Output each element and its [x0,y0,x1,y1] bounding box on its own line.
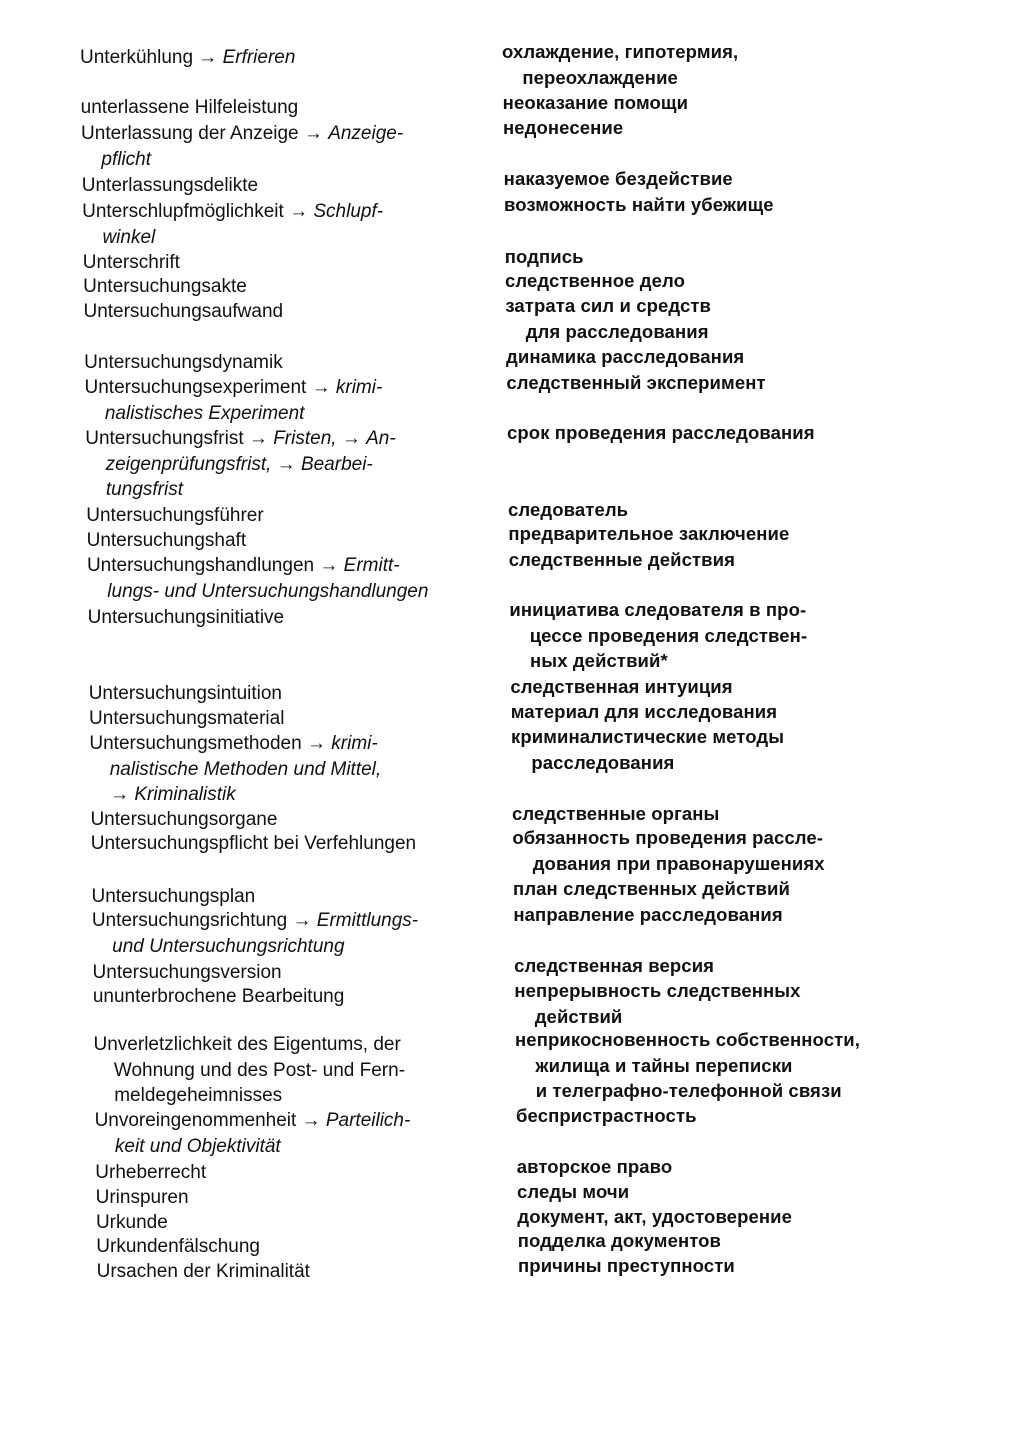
cross-reference: Ermitt- [343,555,400,576]
headword-text: Unterlassungsdelikte [81,175,259,196]
german-headword [83,275,247,299]
russian-translation: следственная интуиция [510,676,733,697]
russian-translation: инициатива следователя в про- [509,599,807,620]
russian-translation: авторское право [516,1156,673,1177]
headword-text: Untersuchungsinitiative [87,607,285,628]
german-headword [84,351,283,375]
russian-translation: материал для исследования [510,701,778,722]
german-headword [85,376,383,400]
german-headword-continuation [112,935,344,959]
russian-translation: наказуемое бездействие [503,168,733,189]
german-headword [85,427,395,451]
cross-reference: Kriminalistik [134,784,236,805]
german-headword [95,1109,411,1133]
german-headword-continuation [110,783,236,807]
headword-text: unterlassene Hilfeleistung [80,97,299,118]
headword-text: Untersuchungsführer [86,505,264,526]
cross-reference-arrow-icon: → [341,428,361,449]
german-headword-continuation [106,478,183,502]
headword-text: Untersuchungsaufwand [83,301,284,322]
russian-translation: неприкосновенность собственности, [515,1029,860,1050]
cross-reference: Anzeige- [328,123,404,144]
headword-text: Untersuchungsintuition [88,683,282,704]
cross-reference: Ermittlungs- [316,910,419,931]
headword-text: meldegeheimnisses [114,1085,283,1106]
russian-translation: документ, акт, удостоверение [517,1206,792,1227]
headword-text: Untersuchungsmaterial [89,708,285,729]
german-headword [96,1186,189,1210]
russian-translation: причины преступности [518,1255,735,1276]
cross-reference: winkel [102,226,156,248]
german-headword [86,504,263,528]
russian-translation: динамика расследования [506,346,745,367]
russian-translation: следственный эксперимент [506,372,766,393]
german-headword [97,1260,310,1284]
russian-translation: следственное дело [505,270,685,291]
russian-translation: обязанность проведения рассле- [512,827,823,848]
german-headword [96,1211,168,1235]
german-headword [91,832,416,856]
russian-translation: предварительное заключение [508,523,790,544]
cross-reference-arrow-icon: → [198,47,218,68]
headword-text: Unterlassung der Anzeige [81,123,304,144]
russian-translation: следственные действия [508,549,736,570]
german-headword [89,707,284,731]
russian-translation: подпись [504,246,584,267]
german-headword-continuation [107,580,428,604]
german-headword [89,732,377,756]
headword-text: Untersuchungshandlungen [86,555,320,576]
german-headword [87,554,400,578]
russian-translation: охлаждение, гипотермия, [502,41,739,62]
russian-translation-continuation: цессе проведения следствен- [529,624,808,646]
headword-text: Untersuchungsorgane [90,809,278,830]
headword-text: Untersuchungsfrist [85,428,249,449]
russian-translation: срок проведения расследования [507,422,815,443]
headword-text: Unterkühlung [80,47,199,68]
russian-translation: непрерывность следственных [514,980,801,1001]
german-headword [90,808,277,832]
russian-translation: план следственных действий [513,878,790,899]
cross-reference-arrow-icon: → [319,555,339,576]
russian-translation: криминалистические методы [511,726,785,747]
german-headword [95,1161,206,1185]
german-headword [81,96,299,120]
cross-reference-arrow-icon: → [248,428,268,449]
german-headword [87,529,247,553]
german-headword [83,251,180,275]
cross-reference-arrow-icon: → [303,123,323,144]
russian-translation: следственные органы [512,803,720,824]
russian-translation: направление расследования [513,904,783,925]
russian-translation: возможность найти убежище [504,194,774,215]
cross-reference: nalistisches Experiment [104,402,305,424]
headword-text: Untersuchungsakte [83,276,247,297]
german-headword-continuation [110,758,381,782]
cross-reference-arrow-icon: → [289,201,309,222]
headword-text: Urkunde [95,1212,168,1233]
cross-reference-arrow-icon: → [306,733,326,754]
headword-text: Untersuchungshaft [86,530,247,551]
headword-text: Untersuchungsmethoden [89,733,307,754]
headword-text: Untersuchungsplan [91,886,256,907]
russian-translation-continuation: и телеграфно-телефонной связи [535,1080,842,1101]
cross-reference-arrow-icon: → [301,1110,321,1131]
cross-reference: krimi- [335,377,383,398]
german-headword [91,885,255,909]
headword-text: Unverletzlichkeit des Eigentums, der [93,1034,401,1055]
cross-reference: Parteilich- [325,1110,411,1131]
russian-translation: подделка документов [517,1230,722,1251]
cross-reference: Bearbei- [300,453,373,475]
cross-reference: lungs- und Untersuchungshandlungen [107,580,429,602]
cross-reference: tungsfrist [105,479,183,500]
german-headword [96,1235,260,1259]
german-headword [82,200,383,224]
cross-reference: Erfrieren [222,47,296,68]
german-headword [94,1033,401,1057]
cross-reference: krimi- [331,733,378,754]
german-headword-continuation [106,453,373,477]
headword-text: Urkundenfälschung [96,1236,260,1257]
russian-translation-continuation: расследования [531,751,675,773]
headword-text: Untersuchungsrichtung [91,910,293,931]
cross-reference: An- [366,428,396,449]
cross-reference: zeigenprüfungsfrist, [105,453,277,475]
russian-translation-continuation: дования при правонарушениях [532,852,825,874]
headword-text: Untersuchungsdynamik [84,352,283,373]
russian-translation-continuation: для расследования [525,320,709,342]
russian-translation: неоказание помощи [502,92,689,113]
headword-text: Urheberrecht [95,1162,207,1183]
headword-text: Unvoreingenommenheit [94,1110,302,1131]
russian-translation: следственная версия [514,955,715,976]
russian-translation-continuation: ных действий* [530,650,668,671]
cross-reference: keit und Objektivität [114,1135,281,1157]
cross-reference-arrow-icon: → [311,377,331,398]
russian-translation-continuation: жилища и тайны переписки [535,1054,793,1076]
german-headword [93,961,282,985]
german-headword-continuation [114,1059,405,1083]
russian-translation: следователь [508,499,629,520]
russian-translation-continuation: переохлаждение [522,66,678,88]
russian-translation: затрата сил и средств [505,295,711,316]
russian-translation-continuation: действий [534,1005,623,1027]
cross-reference-arrow-icon: → [276,453,296,475]
headword-text: Unterschrift [82,252,180,273]
german-headword [82,174,258,198]
cross-reference-arrow-icon: → [110,784,130,805]
headword-text: Untersuchungspflicht bei Verfehlungen [90,833,417,854]
headword-text: Wohnung und des Post- und Fern- [113,1059,406,1081]
headword-text: Untersuchungsexperiment [84,377,312,398]
german-headword [92,909,418,933]
german-headword [83,300,283,324]
cross-reference-arrow-icon: → [292,910,312,931]
german-headword-continuation [105,402,305,426]
german-headword [89,682,282,706]
headword-text: Urinspuren [95,1187,189,1208]
german-headword-continuation [101,148,151,172]
german-headword [93,985,344,1009]
russian-translation: недонесение [503,117,624,138]
german-headword [80,46,295,70]
cross-reference: nalistische Methoden und Mittel, [109,758,382,780]
headword-text: ununterbrochene Bearbeitung [92,986,345,1007]
russian-translation: следы мочи [517,1181,630,1202]
headword-text: Untersuchungsversion [92,962,282,983]
cross-reference: pflicht [101,148,152,170]
german-headword-continuation [115,1135,281,1159]
headword-text: Unterschlupfmöglichkeit [82,201,290,222]
german-headword-continuation [102,226,155,250]
german-headword [81,122,403,146]
russian-translation: беспристрастность [516,1105,697,1126]
cross-reference: Fristen, [273,428,342,449]
german-headword [88,606,284,630]
german-headword-continuation [114,1084,282,1108]
headword-text: Ursachen der Kriminalität [96,1261,310,1282]
cross-reference: und Untersuchungsrichtung [112,935,345,957]
cross-reference: Schlupf- [313,201,384,222]
